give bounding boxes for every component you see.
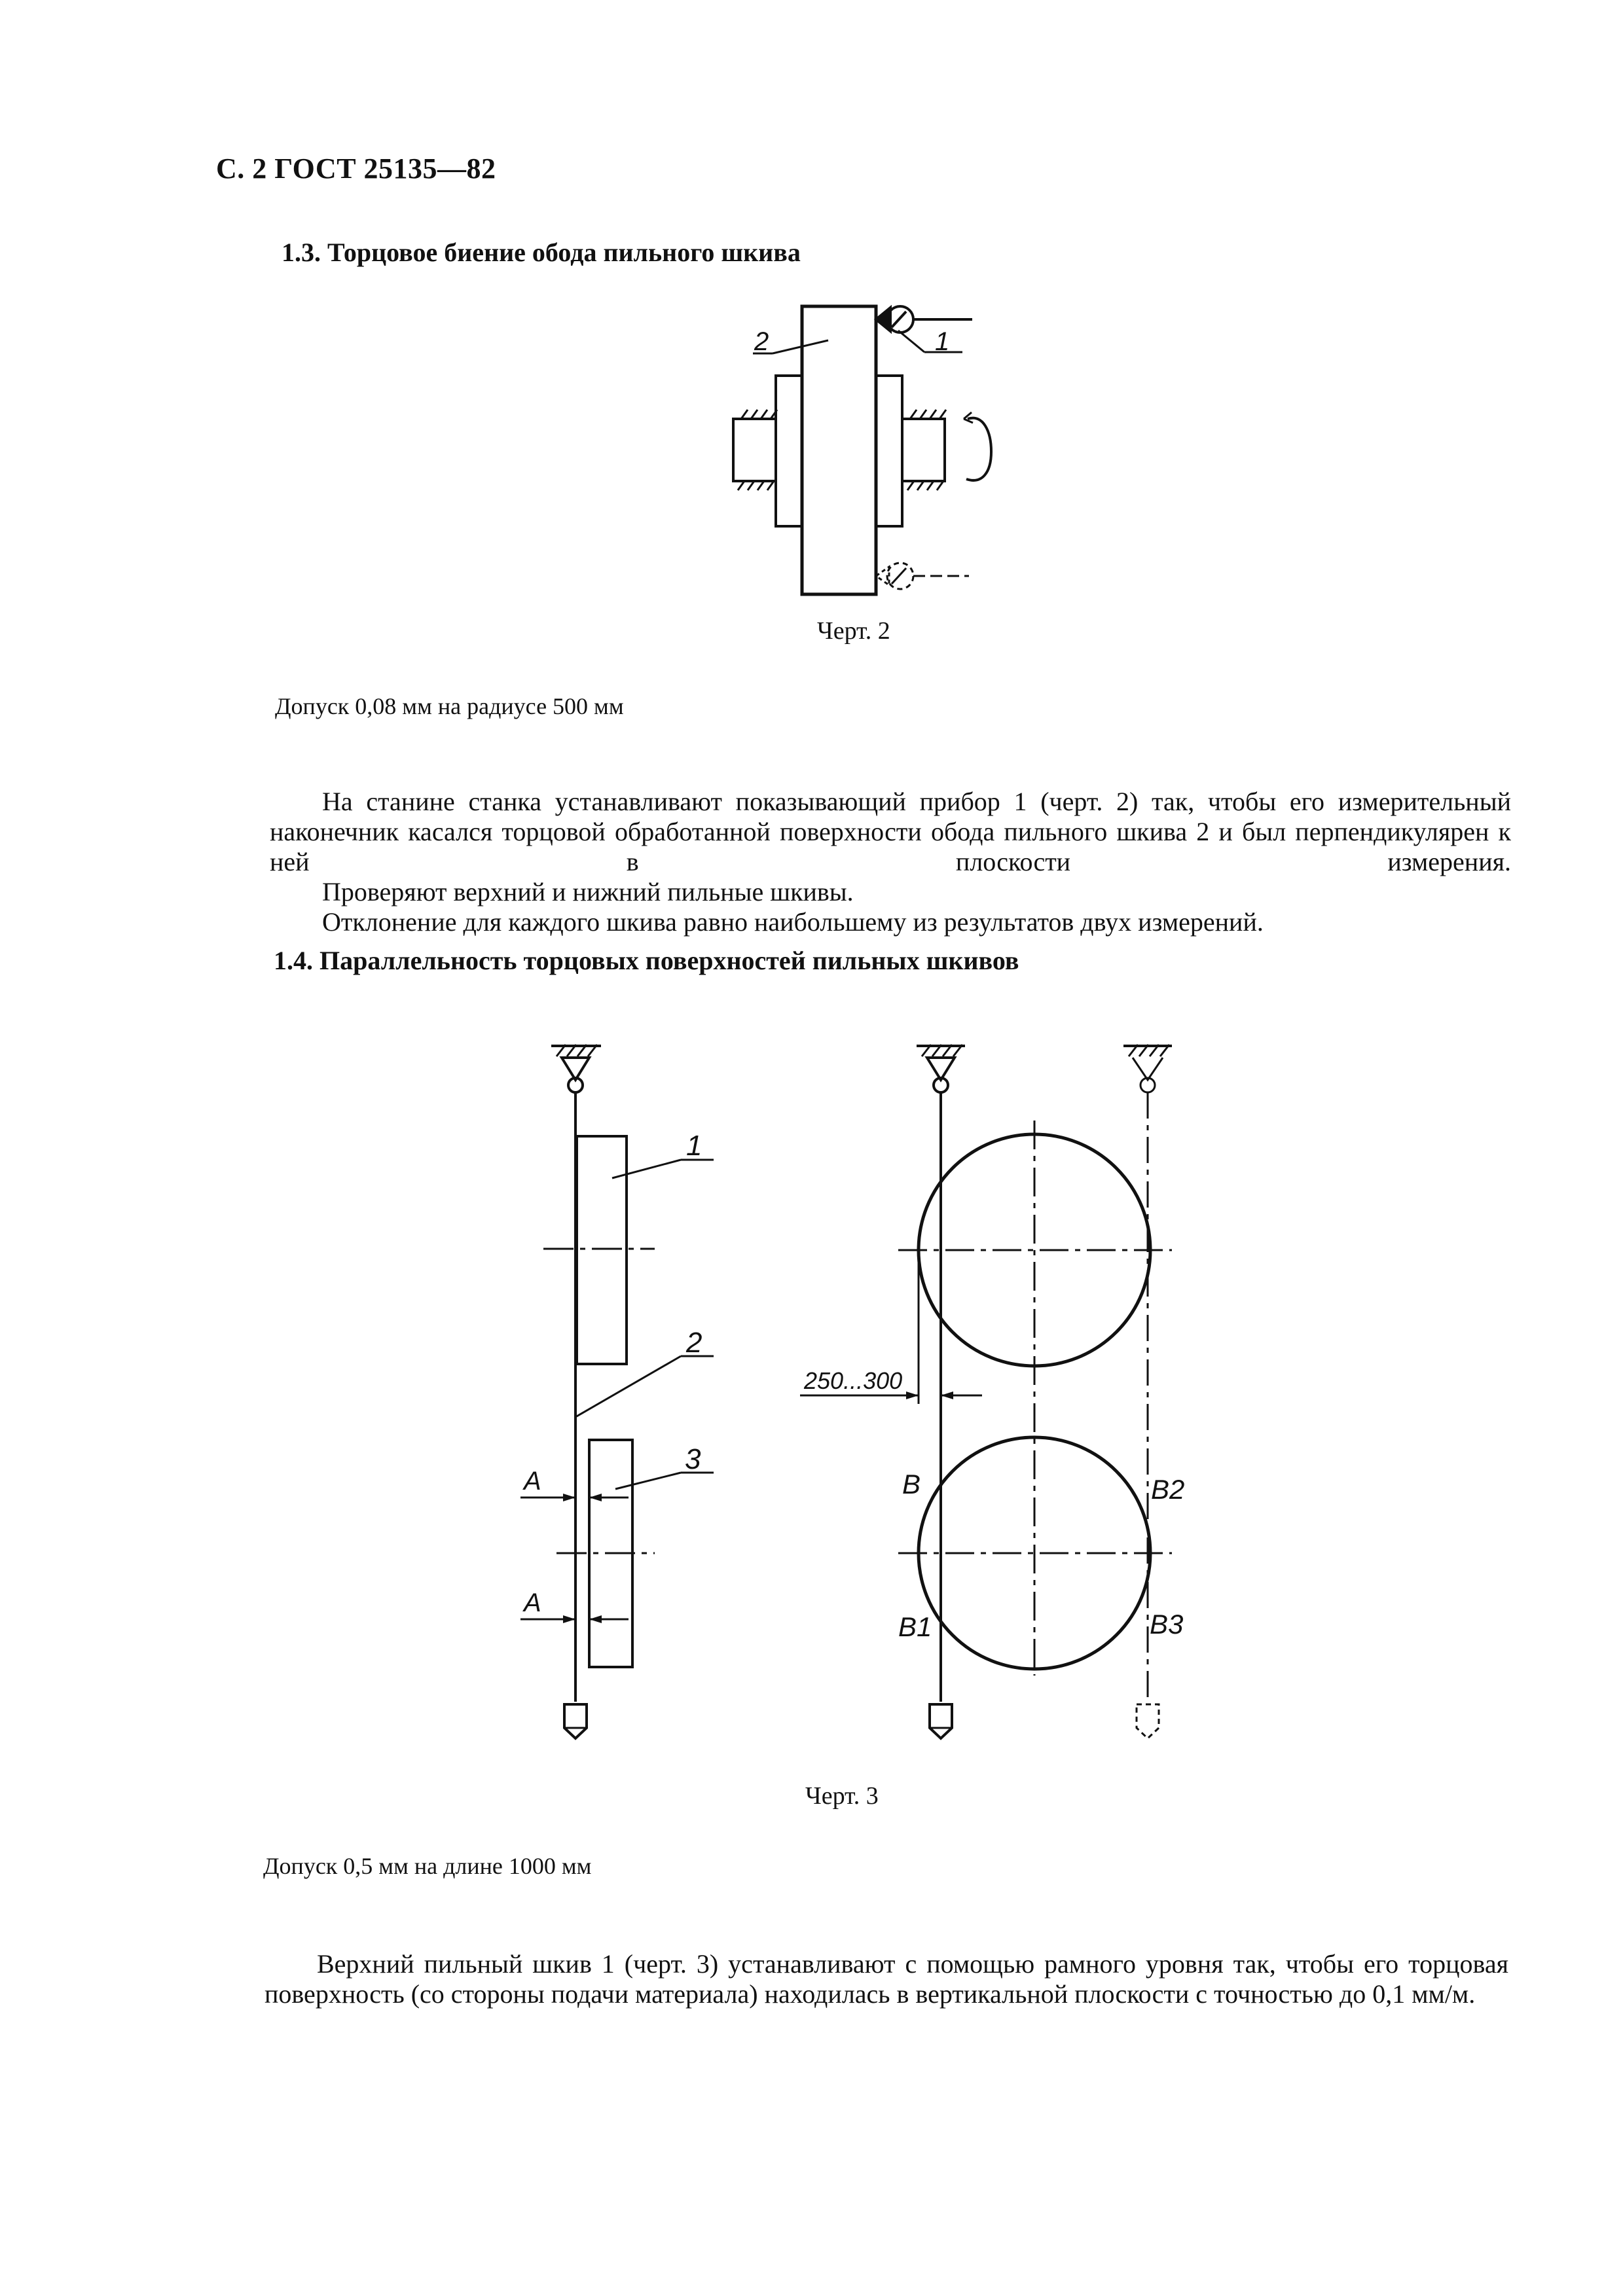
figure-3-label-a-bottom: А [524, 1588, 541, 1617]
figure-3-dimension: 250...300 [804, 1367, 903, 1394]
figure-3-label-b1: В1 [898, 1611, 932, 1642]
section-1-4-title: 1.4. Параллельность торцовых поверхностей пильных шкивов [274, 946, 1019, 975]
paragraph: Проверяют верхний и нижний пильные шкивы. [322, 877, 854, 906]
figure-2-labels [720, 288, 995, 615]
figure-3-caption: Черт. 3 [805, 1782, 879, 1810]
figure-2-label-1: 1 [935, 327, 950, 356]
figure-3-labels [511, 1034, 1244, 1774]
figure-3-label-1: 1 [686, 1130, 702, 1162]
figure-3-label-b3: В3 [1150, 1609, 1184, 1640]
figure-2-caption: Черт. 2 [817, 617, 890, 645]
page-header: С. 2 ГОСТ 25135—82 [216, 152, 496, 185]
figure-3-label-2: 2 [686, 1327, 702, 1359]
figure-3-label-a-top: А [524, 1467, 541, 1496]
figure-3-label-b: В [902, 1469, 921, 1499]
section-1-3-title: 1.3. Торцовое биение обода пильного шкива [282, 238, 801, 267]
figure-3-label-b2: В2 [1151, 1474, 1185, 1505]
section-1-4-text [264, 1949, 1508, 2009]
section-1-3-text [270, 787, 1511, 937]
paragraph: Отклонение для каждого шкива равно наибольшему из результатов двух измерений. [322, 907, 1264, 937]
paragraph: На станине станка устанавливают показывающий прибор 1 (черт. 2) так, чтобы его измерительный наконечник касался торцовой обработанной поверхности обода пильного шкива 2 и был перпендикулярен к ней в плоскости измерения. [270, 787, 1511, 876]
figure-2-label-2: 2 [754, 327, 769, 356]
tolerance-1-3: Допуск 0,08 мм на радиусе 500 мм [275, 693, 624, 719]
paragraph: Верхний пильный шкив 1 (черт. 3) устанавливают с помощью рамного уровня так, чтобы его торцовая поверхность (со стороны подачи материала) находилась в вертикальной плоскости с точностью до 0,1 мм/м. [264, 1949, 1508, 2009]
figure-3-label-3: 3 [685, 1443, 701, 1475]
tolerance-1-4: Допуск 0,5 мм на длине 1000 мм [263, 1853, 592, 1879]
